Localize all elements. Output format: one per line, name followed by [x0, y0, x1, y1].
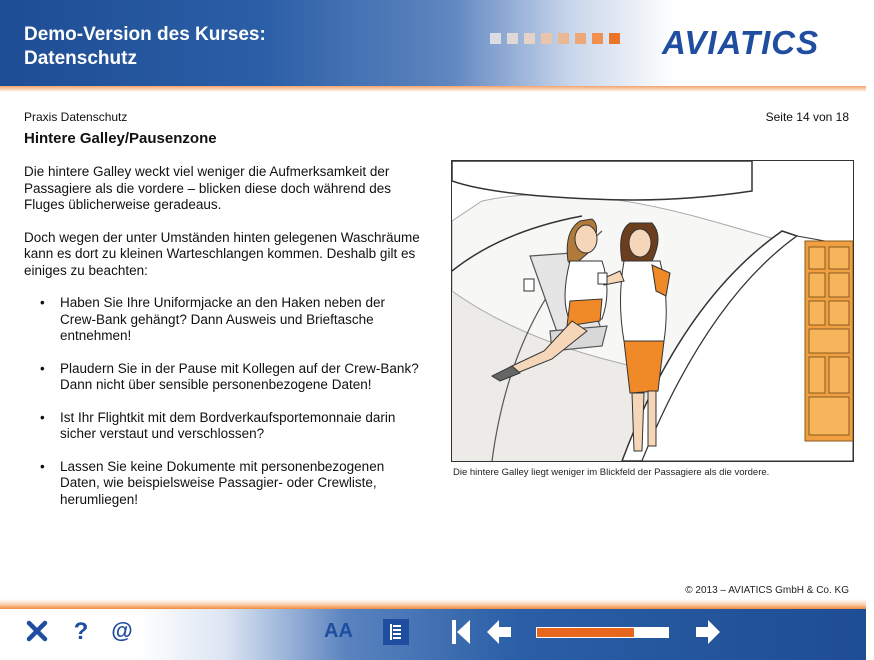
list-item-text: Haben Sie Ihre Uniformjacke an den Haken neben der Crew-Bank gehängt? Dann Ausweis und Brieftasche entnehmen!	[60, 295, 385, 343]
decorative-square	[575, 33, 586, 44]
bullet-dot: •	[40, 409, 45, 425]
decorative-square	[507, 33, 518, 44]
header-bar	[0, 0, 866, 86]
next-button[interactable]	[694, 618, 722, 651]
decorative-square	[490, 33, 501, 44]
decorative-squares	[490, 33, 620, 44]
galley-scene-svg	[452, 161, 853, 461]
list-item-text: Ist Ihr Flightkit mit dem Bordverkaufsportemonnaie darin sicher verstaut und verschlossen?	[60, 409, 396, 441]
paragraph-2: Doch wegen der unter Umständen hinten gelegenen Waschräume kann es dort zu kleinen Warteschlangen kommen. Deshalb gilt es einiges zu beachten:	[24, 229, 420, 278]
list-item	[24, 295, 424, 345]
previous-button[interactable]	[485, 618, 513, 651]
svg-text:@: @	[111, 618, 133, 643]
list-item-text: Lassen Sie keine Dokumente mit personenbezogenen Daten, wie beispielsweise Passagier- oder Crewliste, herumliegen!	[60, 458, 385, 507]
list-item-text: Plaudern Sie in der Pause mit Kollegen auf der Crew-Bank? Dann nicht über sensible personenbezogene Daten!	[60, 360, 419, 392]
page-counter: Seite 14 von 18	[765, 110, 849, 124]
first-page-button[interactable]	[450, 618, 472, 651]
bullet-dot: •	[40, 295, 45, 310]
decorative-square	[541, 33, 552, 44]
page-title: Hintere Galley/Pausenzone	[24, 130, 217, 147]
list-item	[24, 410, 424, 443]
aviatics-logo: AVIATICS	[662, 24, 820, 61]
bullet-dot: •	[40, 360, 45, 376]
close-button[interactable]	[25, 619, 49, 648]
progress-bar	[536, 627, 669, 638]
breadcrumb: Praxis Datenschutz	[24, 110, 128, 124]
course-title-line2: Datenschutz	[24, 48, 137, 69]
header-stripe	[0, 86, 866, 92]
at-icon	[108, 617, 136, 645]
figure-caption: Die hintere Galley liegt weniger im Blickfeld der Passagiere als die vordere.	[453, 467, 770, 478]
course-title-line1: Demo-Version des Kurses:	[24, 24, 266, 45]
arrow-left-icon	[485, 618, 513, 646]
decorative-square	[592, 33, 603, 44]
font-size-button[interactable]	[324, 620, 353, 643]
decorative-square	[524, 33, 535, 44]
skip-to-start-icon	[450, 618, 472, 646]
course-title	[24, 23, 266, 71]
body-text	[24, 164, 424, 524]
font-size-label: AA	[324, 620, 353, 642]
copyright: © 2013 – AVIATICS GmbH & Co. KG	[685, 585, 849, 596]
bullet-dot: •	[40, 458, 45, 474]
contact-button[interactable]	[108, 617, 136, 650]
galley-illustration	[451, 160, 854, 462]
toc-button[interactable]	[382, 618, 410, 651]
list-item	[24, 459, 424, 509]
close-icon	[25, 619, 49, 643]
help-button[interactable]	[70, 617, 92, 650]
arrow-right-icon	[694, 618, 722, 646]
footer-bar	[0, 609, 866, 660]
help-icon	[70, 617, 92, 645]
paragraph-1: Die hintere Galley weckt viel weniger die Aufmerksamkeit der Passagiere als die vordere – blicken diese doch während des Fluges üblicherweise geradeaus.	[24, 164, 391, 212]
progress-fill	[537, 628, 634, 637]
toc-icon	[382, 618, 410, 646]
decorative-square	[609, 33, 620, 44]
list-item	[24, 361, 424, 394]
bullet-list	[24, 295, 424, 508]
footer-stripe	[0, 599, 866, 609]
svg-text:?: ?	[73, 618, 89, 645]
decorative-square	[558, 33, 569, 44]
